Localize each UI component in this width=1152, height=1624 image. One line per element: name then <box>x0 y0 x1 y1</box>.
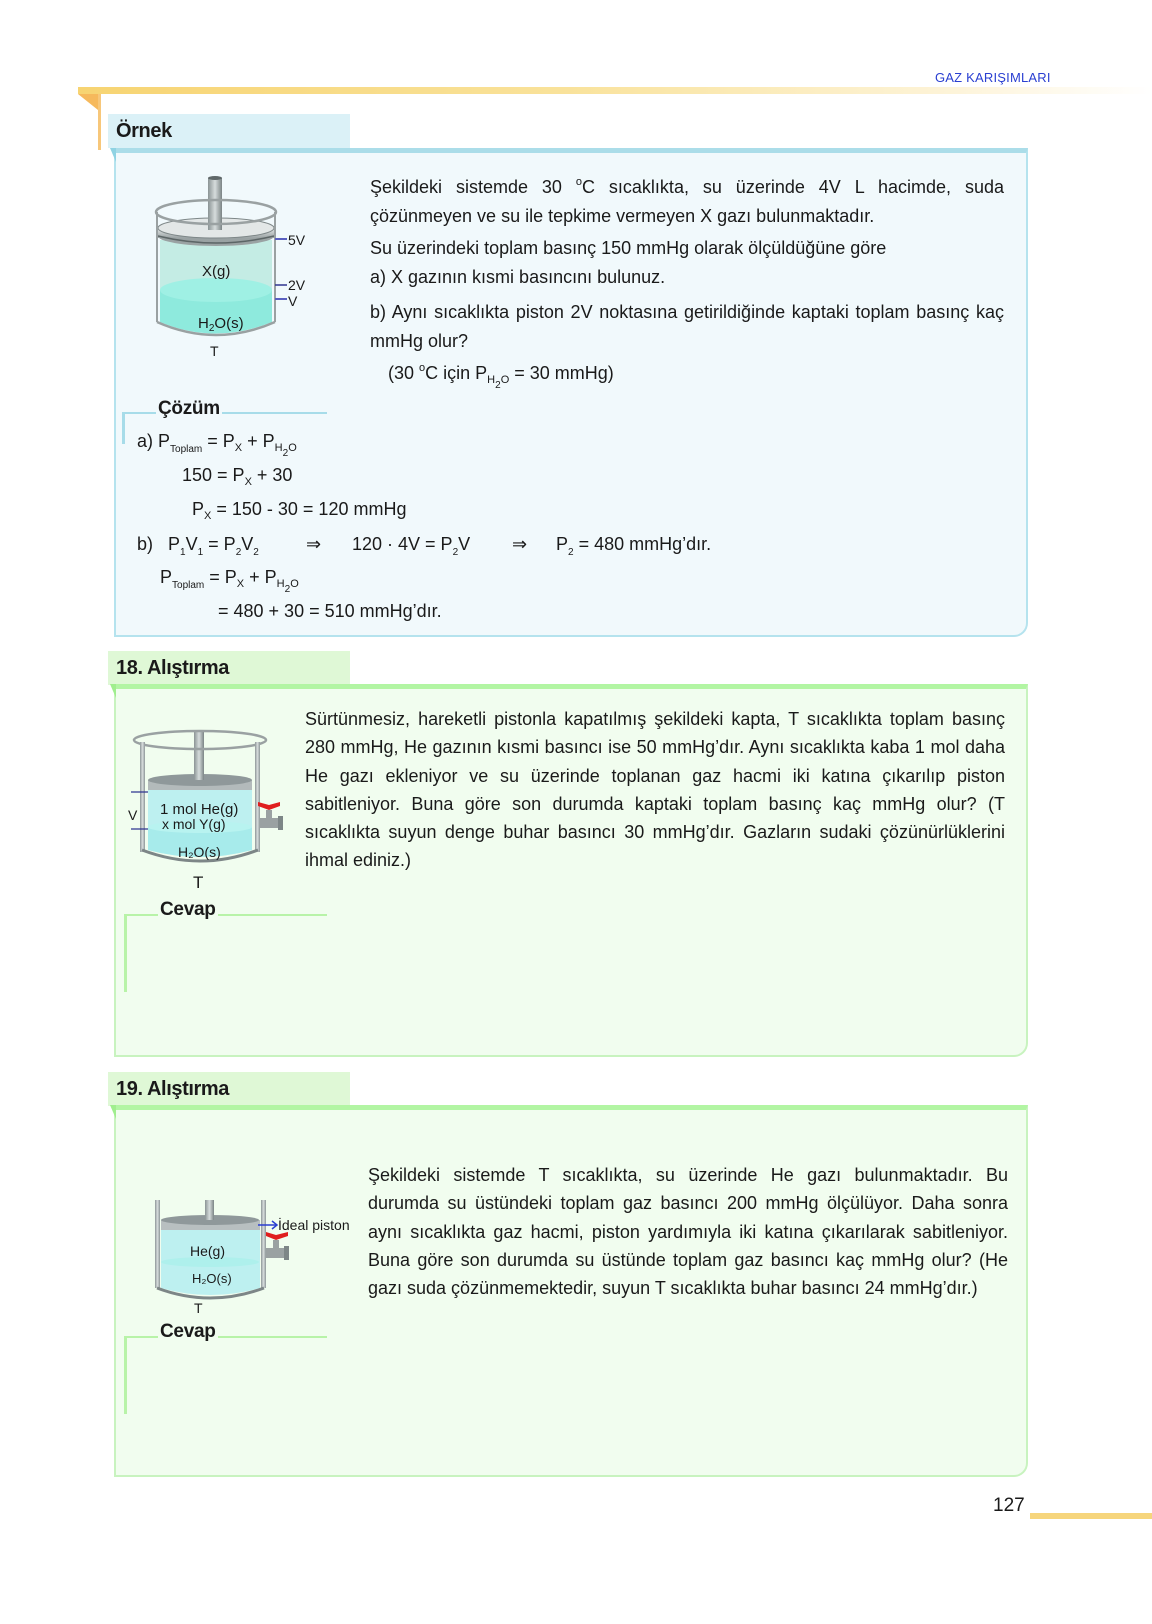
water-label: H₂O(s) <box>178 844 221 860</box>
exercise19-question: Şekildeki sistemde T sıcaklıkta, su üzerinde He gazı bulunmaktadır. Bu durumda su üstündeki toplam gaz basıncı 200 mmHg ölçülüyor. Daha sonra aynı sıcaklıkta gaz hacmi, piston yardımıyla iki katına çıkarılarak sabitleniyor. Buna göre son durumda su üstünde toplam gaz basıncı kaç mmHg olur? (He gazı suda çözünmemektedir, suyun T sıcaklıkta buhar basıncı 24 mmHg’dır.) <box>368 1165 1008 1299</box>
exercise18-answer-bracket <box>124 914 327 992</box>
temperature-label: T <box>210 343 219 359</box>
exercise18-tab <box>108 651 350 685</box>
example-box-corner <box>110 148 116 162</box>
mark-v: V <box>288 293 298 309</box>
exercise19-answer-label: Cevap <box>160 1321 216 1342</box>
page-number-rule <box>1030 1513 1152 1519</box>
volume-mark: V <box>128 807 138 823</box>
exercise19-tab-label: 19. Alıştırma <box>116 1078 230 1100</box>
solution-arrow-1: ⇒ <box>306 534 322 554</box>
gas-line2: x mol Y(g) <box>162 816 226 832</box>
gas-line1: 1 mol He(g) <box>160 801 239 818</box>
exercise18-cylinder-figure <box>118 722 298 892</box>
solution-a-line2: $150 = P_X + 30$ <box>182 465 293 488</box>
example-question-part-a: a) X gazının kısmi basıncını bulunuz. <box>370 267 666 287</box>
mark-2v: 2V <box>288 277 306 293</box>
exercise18-box-corner <box>110 684 116 698</box>
exercise18-question: Sürtünmesiz, hareketli pistonla kapatılmış şekildeki kapta, T sıcaklıkta toplam basınç 280 mmHg, He gazının kısmi basıncı ise 50 mmHg’dır. Aynı sıcaklıkta kaba 1 mol daha He gazı ekleniyor ve su üzerinde toplanan gaz hacmi iki katına çıkarılıp piston sabitleniyor. Buna göre son durumda kaptaki toplam basınç kaç mmHg olur? (T sıcaklıkta suyun denge buhar basıncı 30 mmHg’dır. Gazların sudaki çözünürlüklerini ihmal ediniz.) <box>305 709 1005 871</box>
solution-a-line1: a) $P_{Toplam} = P_X + P_{H_2O}$ <box>137 431 297 459</box>
top-vertical-accent <box>98 94 101 150</box>
top-corner-accent <box>78 94 98 110</box>
solution-b-eq2: $120 \cdot 4V = P_2V$ <box>352 534 471 558</box>
temperature-label: T <box>193 873 204 892</box>
solution-a-line3: $P_X = 150 - 30 = 120$ mmHg <box>192 499 407 522</box>
solution-arrow-2: ⇒ <box>512 534 528 554</box>
exercise19-answer-bracket <box>124 1336 327 1414</box>
exercise18-tab-label: 18. Alıştırma <box>116 657 230 679</box>
exercise19-box-corner <box>110 1105 116 1119</box>
example-question-note: (30 $^o$C için $P_{H_2O} = 30$ mmHg) <box>388 362 614 391</box>
solution-b-line2: $P_{Toplam} = P_X + P_{H_2O}$ <box>160 567 299 595</box>
example-question-part-b: b) Aynı sıcaklıkta piston 2V noktasına getirildiğinde kaptaki toplam basınç kaç mmHg olur? <box>370 302 1004 351</box>
mark-5v: 5V <box>288 232 306 248</box>
page-number: 127 <box>993 1495 1025 1516</box>
exercise19-temperature-label: T <box>194 1300 203 1316</box>
water-label: $H_2O(s)$ <box>198 315 244 334</box>
ideal-piston-label: İdeal piston <box>278 1217 350 1233</box>
solution-label: Çözüm <box>158 398 220 419</box>
example-tab <box>108 114 350 148</box>
exercise19-cylinder-top <box>128 1172 358 1202</box>
top-decorative-rule <box>78 87 1152 94</box>
running-title: GAZ KARIŞIMLARI <box>935 70 1051 85</box>
solution-b-eq3: $P_2 = 480$ mmHg’dır. <box>556 534 712 558</box>
example-question-intro: Şekildeki sistemde 30 $^o$C sıcaklıkta, su üzerinde 4V L hacimde, suda çözünmeyen ve su ile tepkime vermeyen X gazı bulunmaktadır. <box>370 176 1004 226</box>
water-label: H₂O(s) <box>192 1271 232 1286</box>
example-question-condition: Su üzerindeki toplam basınç 150 mmHg olarak ölçüldüğüne göre <box>370 238 887 258</box>
gas-label: X(g) <box>202 263 231 280</box>
solution-b-line3: = 480 + 30 = 510 mmHg’dır. <box>218 601 442 621</box>
example-tab-label: Örnek <box>116 120 172 142</box>
exercise18-answer-label: Cevap <box>160 899 216 920</box>
gas-label: He(g) <box>190 1243 226 1259</box>
exercise19-cylinder-figure <box>128 1200 358 1325</box>
solution-b-line1: b) $P_1V_1 = P_2V_2$ <box>137 534 259 558</box>
exercise19-tab <box>108 1072 350 1106</box>
example-cylinder-figure <box>140 170 320 370</box>
